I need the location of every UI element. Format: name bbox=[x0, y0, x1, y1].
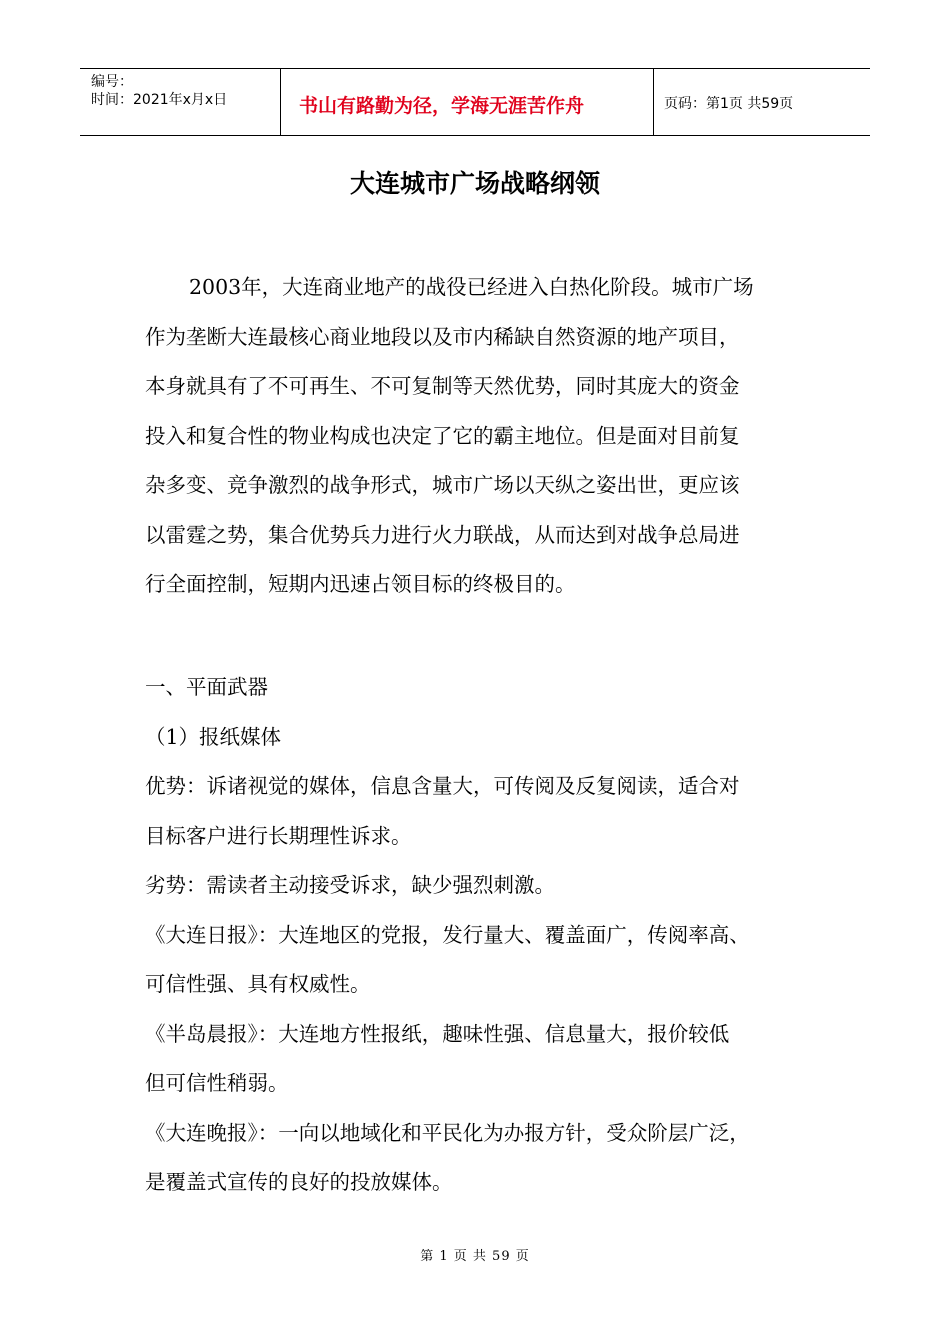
page-footer: 第 1 页 共 59 页 bbox=[420, 1249, 530, 1264]
body-line: 《大连晚报》：一向以地域化和平民化为办报方针，受众阶层广泛， bbox=[145, 1120, 750, 1145]
header-motto: 书山有路勤为径，学海无涯苦作舟 bbox=[299, 94, 585, 117]
body-line: 劣势：需读者主动接受诉求，缺少强烈刺激。 bbox=[145, 873, 555, 897]
body-line: 《半岛晨报》：大连地方性报纸，趣味性强、信息量大，报价较低 bbox=[145, 1021, 730, 1046]
document-number-label: 编号： bbox=[91, 74, 133, 90]
header-motto-cell bbox=[281, 69, 654, 135]
body-line: 但可信性稍弱。 bbox=[145, 1071, 289, 1095]
document-title: 大连城市广场战略纲领 bbox=[349, 169, 600, 198]
intro-line: 投入和复合性的物业构成也决定了它的霸主地位。但是面对目前复 bbox=[145, 423, 740, 448]
section-body bbox=[145, 663, 835, 1208]
body-line: 可信性强、具有权威性。 bbox=[145, 972, 371, 996]
header-page-cell bbox=[654, 69, 870, 135]
body-line: 优势：诉诸视觉的媒体，信息含量大，可传阅及反复阅读，适合对 bbox=[145, 774, 740, 798]
section-heading: 一、平面武器 bbox=[145, 675, 268, 699]
body-line: 目标客户进行长期理性诉求。 bbox=[145, 823, 412, 848]
header-page-info: 页码：第1页 共59页 bbox=[664, 96, 794, 112]
intro-paragraph bbox=[145, 263, 815, 610]
document-header bbox=[80, 68, 870, 136]
intro-line: 以雷霆之势，集合优势兵力进行火力联战，从而达到对战争总局进 bbox=[145, 522, 740, 547]
intro-line: 行全面控制，短期内迅速占领目标的终极目的。 bbox=[145, 572, 576, 596]
intro-line: 杂多变、竞争激烈的战争形式，城市广场以天纵之姿出世，更应该 bbox=[145, 473, 740, 497]
intro-line: 作为垄断大连最核心商业地段以及市内稀缺自然资源的地产项目， bbox=[145, 324, 740, 349]
document-time-label: 时间：2021年x月x日 bbox=[91, 92, 228, 108]
intro-line: 本身就具有了不可再生、不可复制等天然优势，同时其庞大的资金 bbox=[145, 374, 740, 398]
intro-line: 2003年，大连商业地产的战役已经进入白热化阶段。城市广场 bbox=[189, 275, 754, 299]
body-line: 《大连日报》：大连地区的党报，发行量大、覆盖面广，传阅率高、 bbox=[145, 922, 750, 947]
header-meta-cell bbox=[80, 69, 281, 135]
subsection-heading: （1）报纸媒体 bbox=[145, 724, 282, 749]
body-line: 是覆盖式宣传的良好的投放媒体。 bbox=[145, 1170, 453, 1194]
